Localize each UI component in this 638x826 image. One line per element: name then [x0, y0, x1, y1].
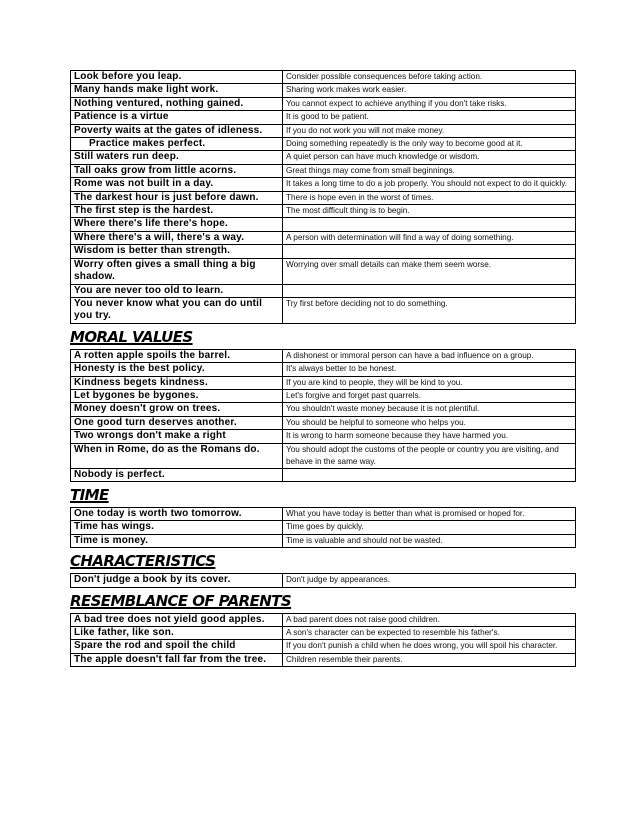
proverbs-table-resemblance-of-parents: [70, 613, 576, 668]
table-row: [71, 389, 576, 402]
table-row: [71, 574, 576, 587]
table-row: [71, 164, 576, 177]
meaning-cell: If you do not work you will not make money.: [283, 124, 576, 137]
meaning-cell: A son's character can be expected to resemble his father's.: [283, 627, 576, 640]
proverb-cell: Rome was not built in a day.: [71, 178, 283, 191]
proverb-cell: Where there's a will, there's a way.: [71, 231, 283, 244]
table-row: [71, 205, 576, 218]
proverb-cell: Like father, like son.: [71, 627, 283, 640]
proverbs-table-time: [70, 507, 576, 548]
proverb-cell: Wisdom is better than strength.: [71, 245, 283, 258]
meaning-cell: Time goes by quickly.: [283, 521, 576, 534]
meaning-cell: If you are kind to people, they will be kind to you.: [283, 376, 576, 389]
meaning-cell: There is hope even in the worst of times.: [283, 191, 576, 204]
table-row: [71, 403, 576, 416]
meaning-cell: It takes a long time to do a job properly. You should not expect to do it quickly.: [283, 178, 576, 191]
meaning-cell: Try first before deciding not to do something.: [283, 297, 576, 323]
table-row: [71, 443, 576, 468]
table-row: [71, 416, 576, 429]
meaning-cell: Children resemble their parents.: [283, 653, 576, 666]
proverb-cell: Look before you leap.: [71, 71, 283, 84]
proverb-cell: Many hands make light work.: [71, 84, 283, 97]
proverb-cell: Where there's life there's hope.: [71, 218, 283, 231]
meaning-cell: Sharing work makes work easier.: [283, 84, 576, 97]
proverb-cell: Let bygones be bygones.: [71, 389, 283, 402]
meaning-cell: Doing something repeatedly is the only way to become good at it.: [283, 138, 576, 151]
table-row: [71, 245, 576, 258]
section-heading-time: TIME: [70, 485, 109, 504]
proverbs-table-general: [70, 70, 576, 324]
meaning-cell: Worrying over small details can make them seem worse.: [283, 258, 576, 284]
document-page: [70, 70, 576, 667]
proverb-cell: Patience is a virtue: [71, 111, 283, 124]
table-row: [71, 613, 576, 626]
proverb-cell: Time is money.: [71, 534, 283, 547]
table-row: [71, 521, 576, 534]
meaning-cell: Let's forgive and forget past quarrels.: [283, 389, 576, 402]
proverb-cell: Still waters run deep.: [71, 151, 283, 164]
table-row: [71, 258, 576, 284]
proverbs-table-moral-values: [70, 349, 576, 482]
proverb-cell: Nobody is perfect.: [71, 468, 283, 481]
meaning-cell: You should adopt the customs of the people or country you are visiting, and behave in the same way.: [283, 443, 576, 468]
table-row: [71, 507, 576, 520]
table-row: [71, 627, 576, 640]
proverb-cell: A rotten apple spoils the barrel.: [71, 349, 283, 362]
table-row: [71, 151, 576, 164]
table-row: [71, 124, 576, 137]
proverb-cell: Practice makes perfect.: [71, 138, 283, 151]
table-row: [71, 218, 576, 231]
proverb-cell: One today is worth two tomorrow.: [71, 507, 283, 520]
meaning-cell: It's always better to be honest.: [283, 363, 576, 376]
meaning-cell: [283, 468, 576, 481]
proverb-cell: The darkest hour is just before dawn.: [71, 191, 283, 204]
meaning-cell: Consider possible consequences before taking action.: [283, 71, 576, 84]
proverb-cell: Time has wings.: [71, 521, 283, 534]
table-row: [71, 231, 576, 244]
meaning-cell: If you don't punish a child when he does wrong, you will spoil his character.: [283, 640, 576, 653]
proverb-cell: When in Rome, do as the Romans do.: [71, 443, 283, 468]
table-row: [71, 376, 576, 389]
table-row: [71, 349, 576, 362]
table-row: [71, 640, 576, 653]
meaning-cell: [283, 245, 576, 258]
proverb-cell: The apple doesn't fall far from the tree.: [71, 653, 283, 666]
table-row: [71, 84, 576, 97]
proverb-cell: One good turn deserves another.: [71, 416, 283, 429]
proverb-cell: Spare the rod and spoil the child: [71, 640, 283, 653]
meaning-cell: It is good to be patient.: [283, 111, 576, 124]
meaning-cell: Great things may come from small beginnings.: [283, 164, 576, 177]
table-row: [71, 468, 576, 481]
meaning-cell: Don't judge by appearances.: [283, 574, 576, 587]
proverb-cell: Two wrongs don't make a right: [71, 430, 283, 443]
proverb-cell: Honesty is the best policy.: [71, 363, 283, 376]
meaning-cell: [283, 218, 576, 231]
proverb-cell: Kindness begets kindness.: [71, 376, 283, 389]
meaning-cell: [283, 284, 576, 297]
meaning-cell: A dishonest or immoral person can have a bad influence on a group.: [283, 349, 576, 362]
section-heading-characteristics: CHARACTERISTICS: [70, 552, 216, 571]
table-row: [71, 653, 576, 666]
table-row: [71, 111, 576, 124]
table-row: [71, 71, 576, 84]
section-heading-resemblance-of-parents: RESEMBLANCE OF PARENTS: [70, 591, 292, 610]
meaning-cell: A quiet person can have much knowledge or wisdom.: [283, 151, 576, 164]
table-row: [71, 97, 576, 110]
meaning-cell: Time is valuable and should not be wasted.: [283, 534, 576, 547]
proverb-cell: Worry often gives a small thing a big shadow.: [71, 258, 283, 284]
proverb-cell: Don't judge a book by its cover.: [71, 574, 283, 587]
proverb-cell: Nothing ventured, nothing gained.: [71, 97, 283, 110]
table-row: [71, 138, 576, 151]
table-row: [71, 363, 576, 376]
meaning-cell: You shouldn't waste money because it is not plentiful.: [283, 403, 576, 416]
proverb-cell: The first step is the hardest.: [71, 205, 283, 218]
proverb-cell: Money doesn't grow on trees.: [71, 403, 283, 416]
proverb-cell: A bad tree does not yield good apples.: [71, 613, 283, 626]
section-heading-moral-values: MORAL VALUES: [70, 327, 193, 346]
proverbs-table-characteristics: [70, 573, 576, 587]
table-row: [71, 178, 576, 191]
proverb-cell: Poverty waits at the gates of idleness.: [71, 124, 283, 137]
proverb-cell: You are never too old to learn.: [71, 284, 283, 297]
table-row: [71, 297, 576, 323]
table-row: [71, 430, 576, 443]
table-row: [71, 191, 576, 204]
meaning-cell: You cannot expect to achieve anything if you don't take risks.: [283, 97, 576, 110]
meaning-cell: You should be helpful to someone who helps you.: [283, 416, 576, 429]
meaning-cell: The most difficult thing is to begin.: [283, 205, 576, 218]
proverb-cell: Tall oaks grow from little acorns.: [71, 164, 283, 177]
table-row: [71, 534, 576, 547]
meaning-cell: A bad parent does not raise good children.: [283, 613, 576, 626]
table-row: [71, 284, 576, 297]
proverb-cell: You never know what you can do until you try.: [71, 297, 283, 323]
meaning-cell: What you have today is better than what is promised or hoped for.: [283, 507, 576, 520]
meaning-cell: It is wrong to harm someone because they have harmed you.: [283, 430, 576, 443]
meaning-cell: A person with determination will find a way of doing something.: [283, 231, 576, 244]
